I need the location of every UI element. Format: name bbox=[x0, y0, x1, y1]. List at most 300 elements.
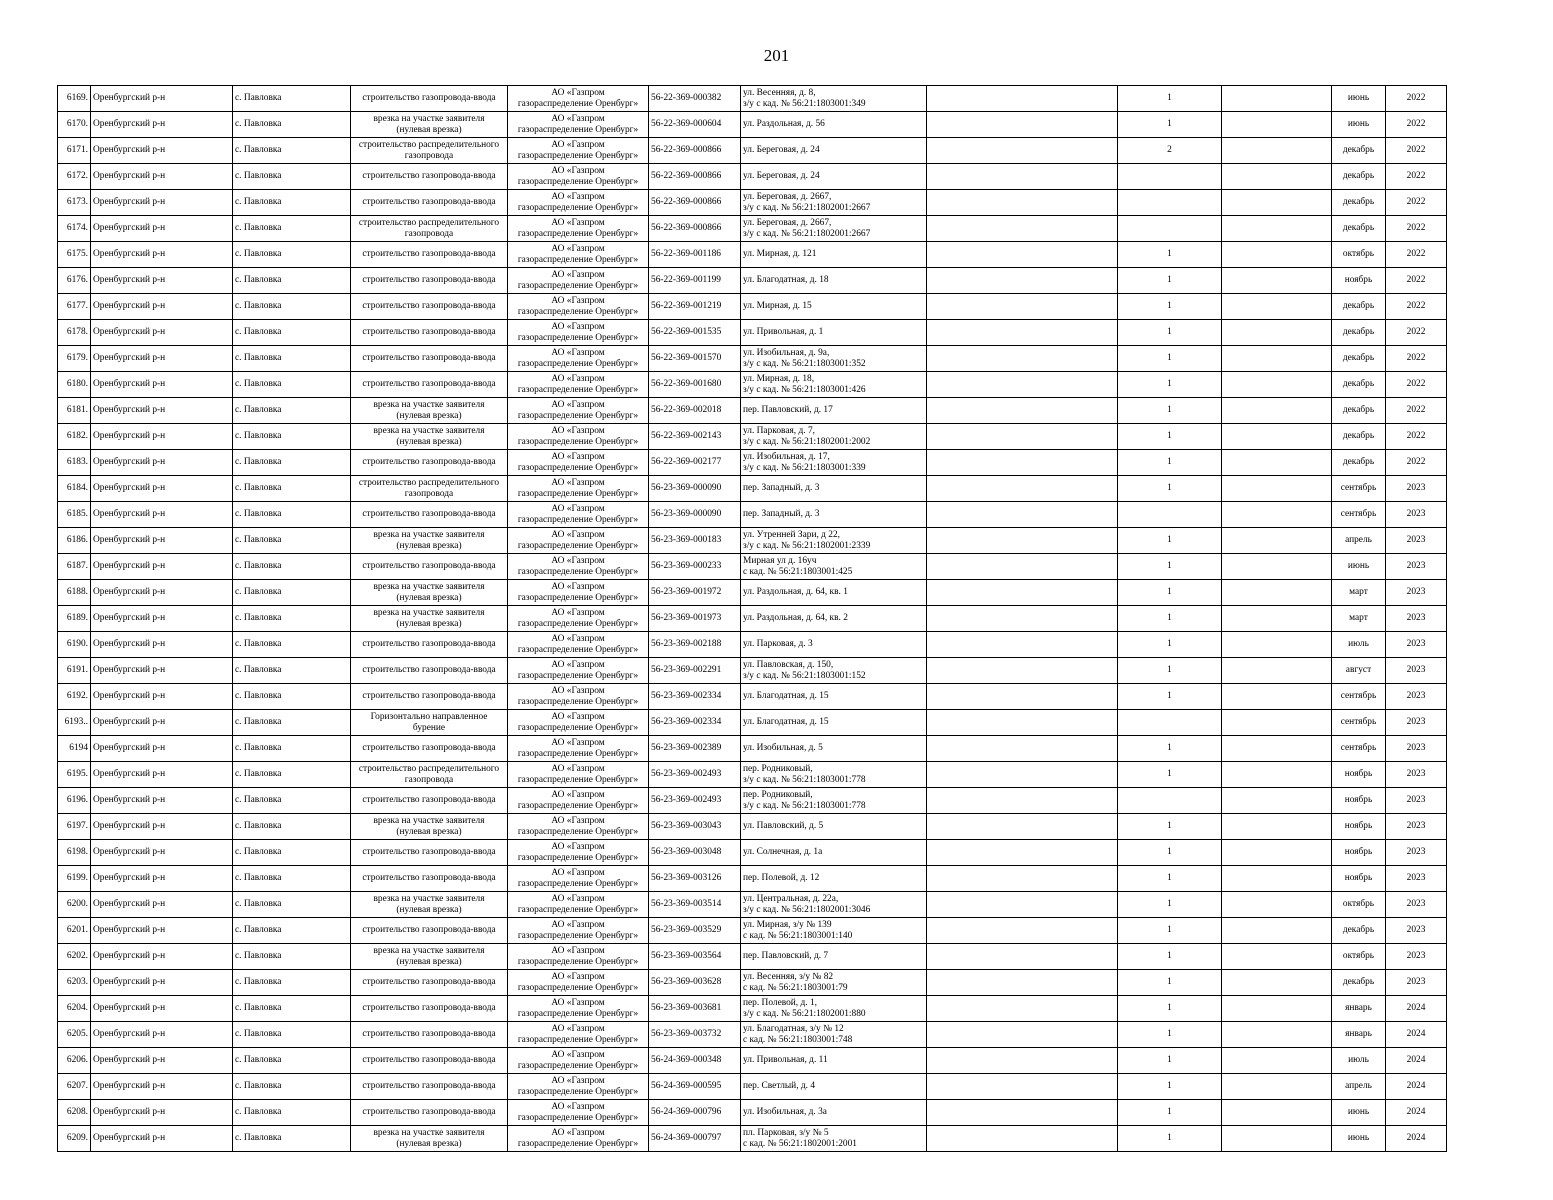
work-type-cell bbox=[351, 242, 508, 268]
quantity-cell: 1 bbox=[1118, 450, 1222, 476]
organization-cell bbox=[508, 164, 649, 190]
application-number-cell: 56-23-369-003043 bbox=[649, 814, 741, 840]
row-number: 6198. bbox=[58, 840, 91, 866]
row-number: 6206. bbox=[58, 1048, 91, 1074]
month-cell: октябрь bbox=[1332, 944, 1386, 970]
address-cell bbox=[741, 320, 927, 346]
address-cell bbox=[741, 528, 927, 554]
work-type-cell bbox=[351, 1126, 508, 1152]
address-line: ул. Береговая, д. 24 bbox=[743, 171, 820, 181]
village-cell: с. Павловка bbox=[233, 554, 351, 580]
application-number-cell: 56-22-369-000866 bbox=[649, 164, 741, 190]
organization-line: АО «Газпром bbox=[551, 399, 605, 410]
month-cell: декабрь bbox=[1332, 918, 1386, 944]
district-cell: Оренбургский р-н bbox=[91, 320, 233, 346]
organization-cell bbox=[508, 502, 649, 528]
address-line: пер. Родниковый, bbox=[743, 789, 813, 800]
address-line: ул. Благодатная, з/у № 12 bbox=[743, 1023, 844, 1034]
work-type-cell bbox=[351, 814, 508, 840]
row-number: 6193.. bbox=[58, 710, 91, 736]
address-line: пер. Светлый, д. 4 bbox=[743, 1081, 816, 1091]
village-cell: с. Павловка bbox=[233, 242, 351, 268]
application-number-cell: 56-23-369-000233 bbox=[649, 554, 741, 580]
row-number: 6170. bbox=[58, 112, 91, 138]
month-cell: декабрь bbox=[1332, 216, 1386, 242]
empty-cell bbox=[1222, 840, 1332, 866]
organization-line: АО «Газпром bbox=[551, 633, 605, 644]
village-cell: с. Павловка bbox=[233, 970, 351, 996]
district-cell: Оренбургский р-н bbox=[91, 814, 233, 840]
month-cell: июнь bbox=[1332, 1100, 1386, 1126]
quantity-cell: 1 bbox=[1118, 606, 1222, 632]
organization-line: газораспределение Оренбург» bbox=[517, 514, 639, 525]
empty-cell bbox=[927, 788, 1118, 814]
organization-line: газораспределение Оренбург» bbox=[517, 1086, 639, 1097]
work-type-line: врезка на участке заявителя bbox=[373, 581, 485, 592]
work-type-line: врезка на участке заявителя bbox=[373, 1127, 485, 1138]
address-cell bbox=[741, 710, 927, 736]
address-cell bbox=[741, 1126, 927, 1152]
month-cell: октябрь bbox=[1332, 892, 1386, 918]
district-cell: Оренбургский р-н bbox=[91, 86, 233, 112]
district-cell: Оренбургский р-н bbox=[91, 1048, 233, 1074]
row-number: 6169. bbox=[58, 86, 91, 112]
empty-cell bbox=[1222, 320, 1332, 346]
table-row bbox=[58, 346, 1447, 372]
year-cell: 2022 bbox=[1386, 86, 1447, 112]
work-type-line: врезка на участке заявителя bbox=[373, 425, 485, 436]
month-cell: июль bbox=[1332, 1048, 1386, 1074]
address-line: з/у с кад. № 56:21:1802001:2667 bbox=[743, 228, 871, 239]
application-number-cell: 56-22-369-001199 bbox=[649, 268, 741, 294]
application-number-cell: 56-22-369-000604 bbox=[649, 112, 741, 138]
month-cell: март bbox=[1332, 606, 1386, 632]
organization-line: газораспределение Оренбург» bbox=[517, 982, 639, 993]
empty-cell bbox=[1222, 1100, 1332, 1126]
table-row bbox=[58, 450, 1447, 476]
empty-cell bbox=[1222, 216, 1332, 242]
year-cell: 2023 bbox=[1386, 762, 1447, 788]
address-cell bbox=[741, 1074, 927, 1100]
district-cell: Оренбургский р-н bbox=[91, 918, 233, 944]
table-row bbox=[58, 996, 1447, 1022]
quantity-cell: 1 bbox=[1118, 1048, 1222, 1074]
empty-cell bbox=[927, 450, 1118, 476]
quantity-cell: 1 bbox=[1118, 1074, 1222, 1100]
address-line: ул. Мирная, з/у № 139 bbox=[743, 919, 832, 930]
work-type-cell bbox=[351, 320, 508, 346]
quantity-cell: 2 bbox=[1118, 138, 1222, 164]
village-cell: с. Павловка bbox=[233, 1074, 351, 1100]
year-cell: 2023 bbox=[1386, 658, 1447, 684]
work-type-cell bbox=[351, 190, 508, 216]
work-type-cell bbox=[351, 866, 508, 892]
village-cell: с. Павловка bbox=[233, 866, 351, 892]
district-cell: Оренбургский р-н bbox=[91, 112, 233, 138]
table-row bbox=[58, 476, 1447, 502]
year-cell: 2023 bbox=[1386, 632, 1447, 658]
organization-cell bbox=[508, 528, 649, 554]
work-type-cell bbox=[351, 86, 508, 112]
address-line: пер. Полевой, д. 1, bbox=[743, 997, 817, 1008]
organization-line: АО «Газпром bbox=[551, 165, 605, 176]
organization-line: АО «Газпром bbox=[551, 243, 605, 254]
table-row bbox=[58, 892, 1447, 918]
row-number: 6176. bbox=[58, 268, 91, 294]
quantity-cell: 1 bbox=[1118, 1100, 1222, 1126]
empty-cell bbox=[1222, 190, 1332, 216]
month-cell: декабрь bbox=[1332, 424, 1386, 450]
empty-cell bbox=[927, 554, 1118, 580]
work-type-cell bbox=[351, 970, 508, 996]
district-cell: Оренбургский р-н bbox=[91, 892, 233, 918]
organization-line: газораспределение Оренбург» bbox=[517, 748, 639, 759]
district-cell: Оренбургский р-н bbox=[91, 944, 233, 970]
work-type-cell bbox=[351, 892, 508, 918]
month-cell: декабрь bbox=[1332, 372, 1386, 398]
quantity-cell bbox=[1118, 502, 1222, 528]
organization-line: АО «Газпром bbox=[551, 919, 605, 930]
organization-line: газораспределение Оренбург» bbox=[517, 878, 639, 889]
organization-line: газораспределение Оренбург» bbox=[517, 644, 639, 655]
organization-line: АО «Газпром bbox=[551, 659, 605, 670]
address-line: з/у с кад. № 56:21:1803001:339 bbox=[743, 462, 866, 473]
application-number-cell: 56-22-369-000866 bbox=[649, 138, 741, 164]
village-cell: с. Павловка bbox=[233, 86, 351, 112]
organization-line: газораспределение Оренбург» bbox=[517, 852, 639, 863]
work-type-cell bbox=[351, 762, 508, 788]
organization-cell bbox=[508, 892, 649, 918]
district-cell: Оренбургский р-н bbox=[91, 632, 233, 658]
address-line: с кад. № 56:21:1803001:140 bbox=[743, 930, 853, 941]
district-cell: Оренбургский р-н bbox=[91, 1126, 233, 1152]
work-type-cell bbox=[351, 398, 508, 424]
empty-cell bbox=[1222, 86, 1332, 112]
address-line: з/у с кад. № 56:21:1802001:2339 bbox=[743, 540, 871, 551]
address-line: с кад. № 56:21:1803001:425 bbox=[743, 566, 853, 577]
address-cell bbox=[741, 138, 927, 164]
quantity-cell: 1 bbox=[1118, 398, 1222, 424]
year-cell: 2023 bbox=[1386, 580, 1447, 606]
organization-cell bbox=[508, 632, 649, 658]
table-row bbox=[58, 814, 1447, 840]
empty-cell bbox=[927, 918, 1118, 944]
work-type-line: строительство газопровода-ввода bbox=[362, 743, 496, 753]
empty-cell bbox=[927, 1074, 1118, 1100]
village-cell: с. Павловка bbox=[233, 918, 351, 944]
month-cell: июль bbox=[1332, 632, 1386, 658]
year-cell: 2023 bbox=[1386, 554, 1447, 580]
quantity-cell: 1 bbox=[1118, 840, 1222, 866]
district-cell: Оренбургский р-н bbox=[91, 502, 233, 528]
organization-line: газораспределение Оренбург» bbox=[517, 462, 639, 473]
empty-cell bbox=[927, 892, 1118, 918]
month-cell: ноябрь bbox=[1332, 762, 1386, 788]
organization-line: АО «Газпром bbox=[551, 321, 605, 332]
empty-cell bbox=[1222, 372, 1332, 398]
address-cell bbox=[741, 268, 927, 294]
year-cell: 2022 bbox=[1386, 112, 1447, 138]
year-cell: 2022 bbox=[1386, 164, 1447, 190]
organization-line: газораспределение Оренбург» bbox=[517, 254, 639, 265]
application-number-cell: 56-23-369-002389 bbox=[649, 736, 741, 762]
application-number-cell: 56-22-369-002143 bbox=[649, 424, 741, 450]
quantity-cell: 1 bbox=[1118, 970, 1222, 996]
year-cell: 2023 bbox=[1386, 918, 1447, 944]
table-row bbox=[58, 216, 1447, 242]
work-type-line: строительство газопровода-ввода bbox=[362, 327, 496, 337]
application-number-cell: 56-23-369-001973 bbox=[649, 606, 741, 632]
address-cell bbox=[741, 1022, 927, 1048]
table-row bbox=[58, 762, 1447, 788]
district-cell: Оренбургский р-н bbox=[91, 476, 233, 502]
month-cell: ноябрь bbox=[1332, 788, 1386, 814]
village-cell: с. Павловка bbox=[233, 1022, 351, 1048]
village-cell: с. Павловка bbox=[233, 502, 351, 528]
work-type-cell bbox=[351, 1100, 508, 1126]
month-cell: сентябрь bbox=[1332, 502, 1386, 528]
organization-line: газораспределение Оренбург» bbox=[517, 592, 639, 603]
address-line: ул. Мирная, д. 15 bbox=[743, 301, 812, 311]
quantity-cell bbox=[1118, 710, 1222, 736]
year-cell: 2022 bbox=[1386, 450, 1447, 476]
work-type-line: строительство газопровода-ввода bbox=[362, 1029, 496, 1039]
work-type-line: (нулевая врезка) bbox=[396, 904, 462, 915]
quantity-cell: 1 bbox=[1118, 580, 1222, 606]
organization-cell bbox=[508, 658, 649, 684]
work-type-line: врезка на участке заявителя bbox=[373, 893, 485, 904]
quantity-cell: 1 bbox=[1118, 86, 1222, 112]
row-number: 6203. bbox=[58, 970, 91, 996]
address-cell bbox=[741, 502, 927, 528]
organization-line: газораспределение Оренбург» bbox=[517, 696, 639, 707]
table-row bbox=[58, 1048, 1447, 1074]
village-cell: с. Павловка bbox=[233, 372, 351, 398]
organization-line: АО «Газпром bbox=[551, 269, 605, 280]
district-cell: Оренбургский р-н bbox=[91, 762, 233, 788]
application-number-cell: 56-22-369-000382 bbox=[649, 86, 741, 112]
address-line: ул. Парковая, д. 3 bbox=[743, 639, 813, 649]
work-type-cell bbox=[351, 294, 508, 320]
month-cell: апрель bbox=[1332, 528, 1386, 554]
empty-cell bbox=[1222, 762, 1332, 788]
address-line: ул. Раздольная, д. 64, кв. 2 bbox=[743, 613, 848, 623]
year-cell: 2023 bbox=[1386, 788, 1447, 814]
work-type-line: строительство газопровода-ввода bbox=[362, 509, 496, 519]
organization-cell bbox=[508, 372, 649, 398]
district-cell: Оренбургский р-н bbox=[91, 736, 233, 762]
empty-cell bbox=[927, 190, 1118, 216]
work-type-line: (нулевая врезка) bbox=[396, 956, 462, 967]
organization-line: газораспределение Оренбург» bbox=[517, 384, 639, 395]
work-type-line: строительство газопровода-ввода bbox=[362, 847, 496, 857]
table-row bbox=[58, 294, 1447, 320]
year-cell: 2022 bbox=[1386, 216, 1447, 242]
empty-cell bbox=[1222, 710, 1332, 736]
village-cell: с. Павловка bbox=[233, 1048, 351, 1074]
month-cell: июнь bbox=[1332, 112, 1386, 138]
organization-line: газораспределение Оренбург» bbox=[517, 930, 639, 941]
empty-cell bbox=[927, 476, 1118, 502]
year-cell: 2023 bbox=[1386, 970, 1447, 996]
address-line: з/у с кад. № 56:21:1803001:349 bbox=[743, 98, 866, 109]
village-cell: с. Павловка bbox=[233, 1126, 351, 1152]
address-cell bbox=[741, 918, 927, 944]
district-cell: Оренбургский р-н bbox=[91, 216, 233, 242]
village-cell: с. Павловка bbox=[233, 112, 351, 138]
work-type-cell bbox=[351, 606, 508, 632]
table-row bbox=[58, 138, 1447, 164]
organization-line: АО «Газпром bbox=[551, 373, 605, 384]
address-line: ул. Парковая, д. 7, bbox=[743, 425, 815, 436]
empty-cell bbox=[927, 658, 1118, 684]
table-row bbox=[58, 736, 1447, 762]
work-type-line: строительство газопровода-ввода bbox=[362, 977, 496, 987]
quantity-cell: 1 bbox=[1118, 658, 1222, 684]
work-type-line: врезка на участке заявителя bbox=[373, 529, 485, 540]
address-line: ул. Утренней Зари, д 22, bbox=[743, 529, 840, 540]
row-number: 6208. bbox=[58, 1100, 91, 1126]
row-number: 6174. bbox=[58, 216, 91, 242]
village-cell: с. Павловка bbox=[233, 138, 351, 164]
row-number: 6184. bbox=[58, 476, 91, 502]
work-type-line: газопровода bbox=[404, 228, 454, 239]
district-cell: Оренбургский р-н bbox=[91, 684, 233, 710]
work-type-line: строительство газопровода-ввода bbox=[362, 665, 496, 675]
organization-cell bbox=[508, 268, 649, 294]
address-cell bbox=[741, 840, 927, 866]
district-cell: Оренбургский р-н bbox=[91, 294, 233, 320]
village-cell: с. Павловка bbox=[233, 814, 351, 840]
organization-line: АО «Газпром bbox=[551, 347, 605, 358]
empty-cell bbox=[1222, 450, 1332, 476]
organization-line: АО «Газпром bbox=[551, 191, 605, 202]
organization-line: АО «Газпром bbox=[551, 295, 605, 306]
village-cell: с. Павловка bbox=[233, 450, 351, 476]
empty-cell bbox=[1222, 918, 1332, 944]
application-number-cell: 56-23-369-002334 bbox=[649, 684, 741, 710]
year-cell: 2022 bbox=[1386, 398, 1447, 424]
quantity-cell: 1 bbox=[1118, 684, 1222, 710]
address-line: ул. Изобильная, д. 3а bbox=[743, 1107, 827, 1117]
row-number: 6182. bbox=[58, 424, 91, 450]
quantity-cell bbox=[1118, 164, 1222, 190]
work-type-line: строительство газопровода-ввода bbox=[362, 301, 496, 311]
address-cell bbox=[741, 216, 927, 242]
year-cell: 2023 bbox=[1386, 476, 1447, 502]
application-number-cell: 56-23-369-003628 bbox=[649, 970, 741, 996]
row-number: 6177. bbox=[58, 294, 91, 320]
organization-line: АО «Газпром bbox=[551, 581, 605, 592]
table-row bbox=[58, 918, 1447, 944]
empty-cell bbox=[1222, 606, 1332, 632]
table-row bbox=[58, 424, 1447, 450]
organization-line: газораспределение Оренбург» bbox=[517, 800, 639, 811]
organization-line: газораспределение Оренбург» bbox=[517, 1008, 639, 1019]
year-cell: 2022 bbox=[1386, 268, 1447, 294]
empty-cell bbox=[1222, 736, 1332, 762]
organization-cell bbox=[508, 554, 649, 580]
work-type-cell bbox=[351, 502, 508, 528]
organization-line: АО «Газпром bbox=[551, 737, 605, 748]
organization-line: газораспределение Оренбург» bbox=[517, 332, 639, 343]
application-number-cell: 56-23-369-003529 bbox=[649, 918, 741, 944]
work-type-cell bbox=[351, 216, 508, 242]
empty-cell bbox=[1222, 944, 1332, 970]
village-cell: с. Павловка bbox=[233, 268, 351, 294]
work-type-cell bbox=[351, 268, 508, 294]
organization-cell bbox=[508, 138, 649, 164]
row-number: 6197. bbox=[58, 814, 91, 840]
year-cell: 2022 bbox=[1386, 320, 1447, 346]
year-cell: 2023 bbox=[1386, 684, 1447, 710]
organization-line: АО «Газпром bbox=[551, 1075, 605, 1086]
empty-cell bbox=[1222, 632, 1332, 658]
address-line: пер. Полевой, д. 12 bbox=[743, 873, 820, 883]
work-type-line: бурение bbox=[412, 722, 446, 733]
organization-line: АО «Газпром bbox=[551, 217, 605, 228]
address-line: з/у с кад. № 56:21:1802001:880 bbox=[743, 1008, 866, 1019]
organization-line: газораспределение Оренбург» bbox=[517, 436, 639, 447]
address-cell bbox=[741, 736, 927, 762]
organization-line: АО «Газпром bbox=[551, 139, 605, 150]
district-cell: Оренбургский р-н bbox=[91, 1100, 233, 1126]
year-cell: 2023 bbox=[1386, 814, 1447, 840]
organization-cell bbox=[508, 788, 649, 814]
quantity-cell: 1 bbox=[1118, 762, 1222, 788]
empty-cell bbox=[1222, 996, 1332, 1022]
empty-cell bbox=[927, 294, 1118, 320]
work-type-line: газопровода bbox=[404, 488, 454, 499]
organization-line: АО «Газпром bbox=[551, 113, 605, 124]
organization-cell bbox=[508, 112, 649, 138]
table-row bbox=[58, 944, 1447, 970]
address-line: с кад. № 56:21:1803001:748 bbox=[743, 1034, 853, 1045]
address-cell bbox=[741, 632, 927, 658]
work-type-line: врезка на участке заявителя bbox=[373, 399, 485, 410]
address-line: ул. Благодатная, д. 18 bbox=[743, 275, 829, 285]
organization-line: газораспределение Оренбург» bbox=[517, 98, 639, 109]
year-cell: 2023 bbox=[1386, 528, 1447, 554]
address-line: ул. Береговая, д. 2667, bbox=[743, 217, 832, 228]
organization-line: газораспределение Оренбург» bbox=[517, 1034, 639, 1045]
table-row bbox=[58, 970, 1447, 996]
district-cell: Оренбургский р-н bbox=[91, 138, 233, 164]
work-type-line: строительство газопровода-ввода bbox=[362, 353, 496, 363]
empty-cell bbox=[1222, 242, 1332, 268]
empty-cell bbox=[1222, 554, 1332, 580]
address-line: ул. Привольная, д. 1 bbox=[743, 327, 824, 337]
row-number: 6187. bbox=[58, 554, 91, 580]
address-line: з/у с кад. № 56:21:1803001:426 bbox=[743, 384, 866, 395]
address-line: ул. Благодатная, д. 15 bbox=[743, 717, 829, 727]
application-number-cell: 56-24-369-000797 bbox=[649, 1126, 741, 1152]
empty-cell bbox=[1222, 502, 1332, 528]
organization-line: АО «Газпром bbox=[551, 529, 605, 540]
empty-cell bbox=[1222, 1126, 1332, 1152]
address-line: ул. Изобильная, д. 17, bbox=[743, 451, 830, 462]
district-cell: Оренбургский р-н bbox=[91, 970, 233, 996]
address-cell bbox=[741, 814, 927, 840]
year-cell: 2022 bbox=[1386, 190, 1447, 216]
quantity-cell: 1 bbox=[1118, 242, 1222, 268]
organization-line: АО «Газпром bbox=[551, 997, 605, 1008]
address-cell bbox=[741, 112, 927, 138]
work-type-cell bbox=[351, 684, 508, 710]
year-cell: 2022 bbox=[1386, 242, 1447, 268]
organization-cell bbox=[508, 1022, 649, 1048]
month-cell: ноябрь bbox=[1332, 814, 1386, 840]
